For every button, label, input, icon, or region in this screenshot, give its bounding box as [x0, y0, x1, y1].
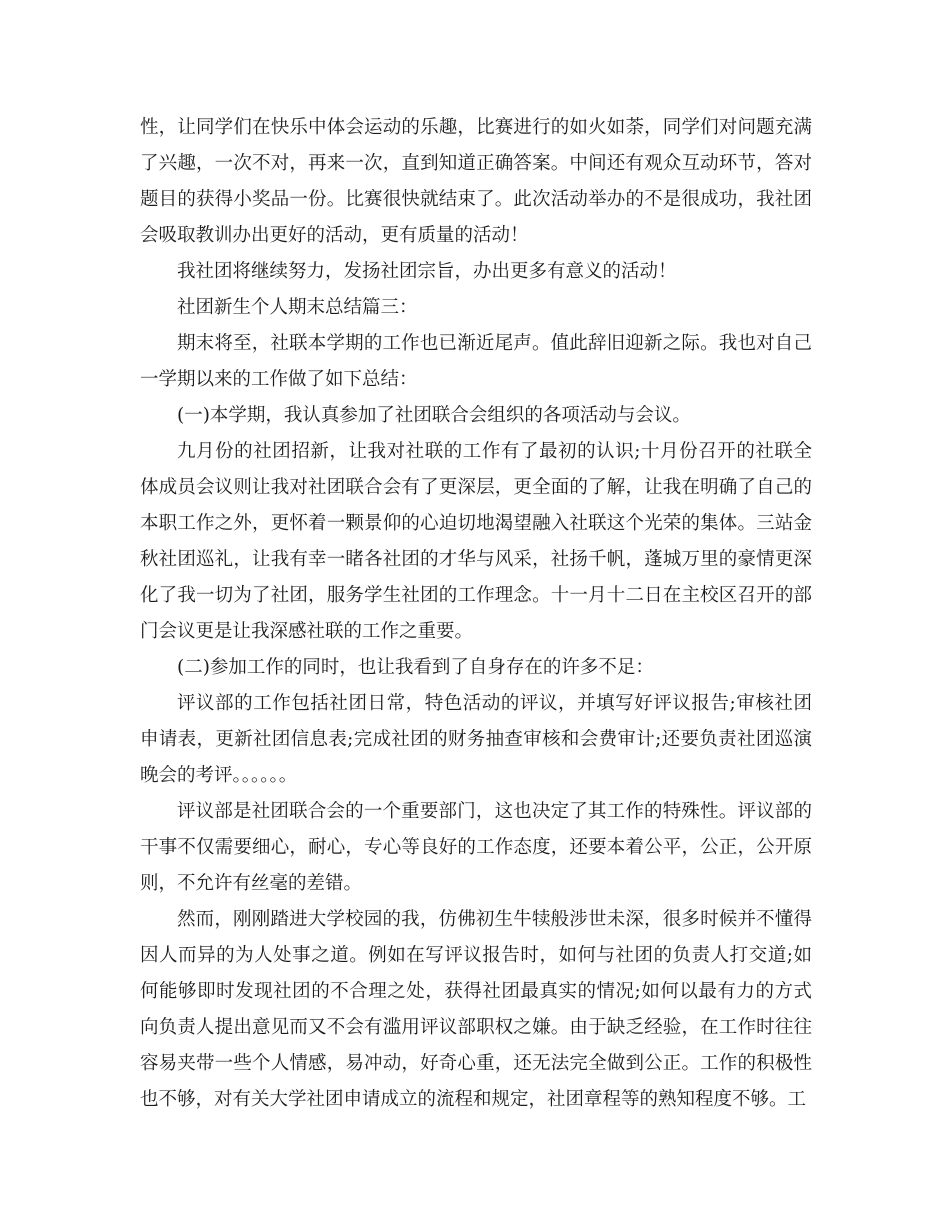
paragraph-4: 期末将至，社联本学期的工作也已渐近尾声。值此辞旧迎新之际。我也对自己一学期以来的工作做了如下总结： — [140, 333, 812, 390]
section-heading: 社团新生个人期末总结篇三： — [177, 297, 418, 318]
paragraph-6: 九月份的社团招新，让我对社联的工作有了最初的认识;十月份召开的社联全体成员会议则让我对社团联合会有了更深层，更全面的了解，让我在明确了自己的本职工作之外，更怀着一颗景仰的心迫切地渴望融入社联这个光荣的集体。三站金秋社团巡礼，让我有幸一睹各社团的才华与风采，社扬千帆，蓬城万里的豪情更深化了我一切为了社团，服务学生社团的工作理念。十一月十二日在主校区召开的部门会议更是让我深感社联的工作之重要。 — [140, 441, 812, 642]
paragraph-8: 评议部的工作包括社团日常，特色活动的评议，并填写好评议报告;审核社团申请表，更新社团信息表;完成社团的财务抽查审核和会费审计;还要负责社团巡演晚会的考评。。。。。。 — [140, 693, 812, 786]
paragraph-1: 性，让同学们在快乐中体会运动的乐趣，比赛进行的如火如荼，同学们对问题充满了兴趣，一次不对，再来一次，直到知道正确答案。中间还有观众互动环节，答对题目的获得小奖品一份。比赛很快就结束了。此次活动举办的不是很成功，我社团会吸取教训办出更好的活动，更有质量的活动！ — [140, 117, 812, 246]
paragraph-2: 我社团将继续努力，发扬社团宗旨，办出更多有意义的活动！ — [177, 261, 677, 282]
paragraph-9: 评议部是社团联合会的一个重要部门，这也决定了其工作的特殊性。评议部的干事不仅需要细心，耐心，专心等良好的工作态度，还要本着公平，公正，公开原则，不允许有丝毫的差错。 — [140, 801, 812, 894]
paragraph-5: (一)本学期，我认真参加了社团联合会组织的各项活动与会议。 — [177, 405, 691, 426]
paragraph-10: 然而，刚刚踏进大学校园的我，仿佛初生牛犊般涉世未深，很多时候并不懂得因人而异的为人处事之道。例如在写评议报告时，如何与社团的负责人打交道;如何能够即时发现社团的不合理之处，获得社团最真实的情况;如何以最有力的方式向负责人提出意见而又不会有滥用评议部职权之嫌。由于缺乏经验，在工作时往往容易夹带一些个人情感，易冲动，好奇心重，还无法完全做到公正。工作的积极性也不够，对有关大学社团申请成立的流程和规定，社团章程等的熟知程度不够。工 — [140, 909, 812, 1110]
paragraph-7: (二)参加工作的同时，也让我看到了自身存在的许多不足： — [177, 657, 654, 678]
document-body — [140, 110, 812, 1118]
